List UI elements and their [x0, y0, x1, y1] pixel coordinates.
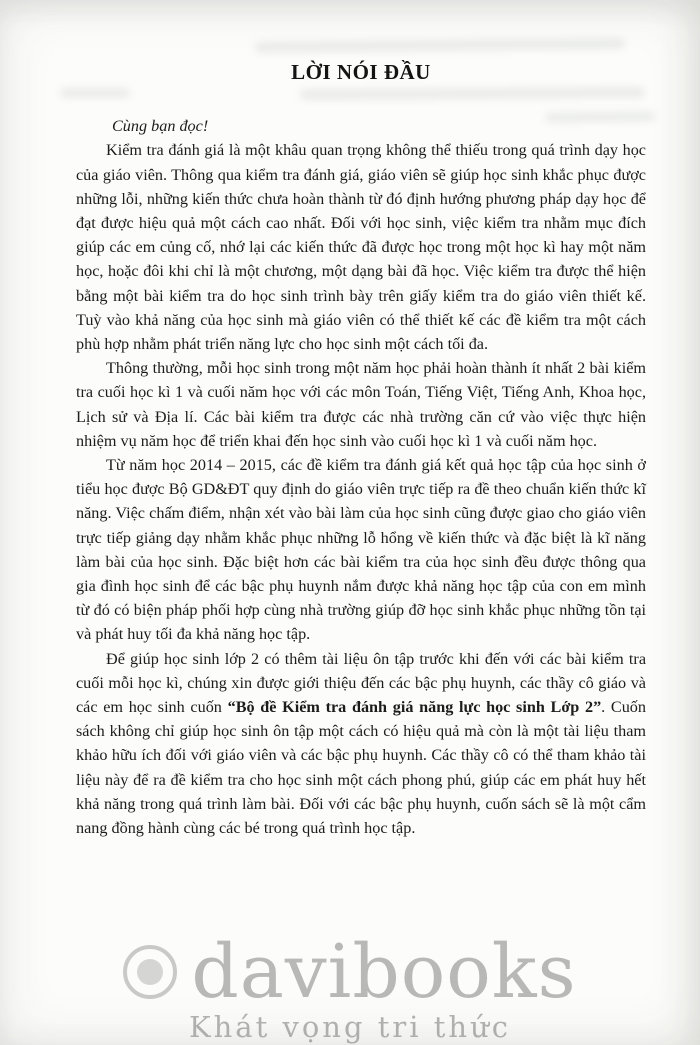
book-title-bold: “Bộ đề Kiểm tra đánh giá năng lực học sinh Lớp 2” — [227, 698, 602, 717]
paragraph-3: Từ năm học 2014 – 2015, các đề kiểm tra đánh giá kết quả học tập của học sinh ở tiểu học được Bộ GD&ĐT quy định do giáo viên trực tiếp ra đề theo chuẩn kiến thức kĩ năng. Việc chấm điểm, nhận xét vào bài làm của học sinh cũng được giao cho giáo viên trực tiếp giảng dạy nhằm khắc phục những lỗ hổng về kiến thức và đặc biệt là kĩ năng làm bài của học sinh. Đặc biệt hơn các bài kiểm tra của học sinh đều được thông qua gia đình học sinh để các bậc phụ huynh nắm được khả năng học tập của con em mình từ đó có biện pháp phối hợp cùng nhà trường giúp đỡ học sinh khắc phục những tồn tại và phát huy tối đa khả năng học tập. — [76, 456, 646, 644]
paragraph-1: Kiểm tra đánh giá là một khâu quan trọng không thể thiếu trong quá trình dạy học của giáo viên. Thông qua kiểm tra đánh giá, giáo viên sẽ giúp học sinh khắc phục được những lỗi, những kiến thức chưa hoàn thành từ đó định hướng phương pháp dạy học để đạt được hiệu quả một cách cao nhất. Đối với học sinh, việc kiểm tra nhằm mục đích giúp các em củng cố, nhớ lại các kiến thức đã được học trong một học kì hay một năm học, hoặc đôi khi chỉ là một chương, một dạng bài đã học. Việc kiểm tra được thể hiện bằng một bài kiểm tra do học sinh trình bày trên giấy kiểm tra do giáo viên thiết kế. Tuỳ vào khả năng của học sinh mà giáo viên có thể thiết kế các đề kiểm tra một cách phù hợp nhằm phát triển năng lực cho học sinh một cách tối đa. — [76, 141, 646, 354]
publisher-logo-icon — [123, 945, 177, 999]
page-title: LỜI NÓI ĐẦU — [291, 60, 431, 84]
closing-text-post: . Cuốn sách không chỉ giúp học sinh ôn tập một cách có hiệu quả mà còn là một tài liệu tham khảo hữu ích đối với giáo viên và các bậc phụ huynh. Các thầy cô có thể tham khảo tài liệu này để ra đề kiểm tra cho học sinh một cách phong phú, giúp các em phát huy hết khả năng trong quá trình làm bài. Đối với các bậc phụ huynh, cuốn sách sẽ là một cẩm nang đồng hành cùng các bé trong quá trình học tập. — [76, 698, 646, 838]
closing-text-pre: Để giúp học sinh lớp 2 có thêm tài liệu ôn tập trước khi đến với các bài kiểm tra cuối mỗi học kì, chúng xin được giới thiệu đến các bậc phụ huynh, các thầy cô giáo và các em học sinh cuốn — [76, 649, 646, 717]
watermark-brand-row — [0, 929, 700, 1015]
watermark-brand: davibooks — [191, 929, 577, 1015]
scan-bleed-artifact — [255, 38, 625, 53]
watermark-slogan: Khát vọng tri thức — [188, 1010, 512, 1044]
salutation: Cùng bạn đọc! — [112, 117, 209, 136]
paragraph-closing — [76, 647, 646, 841]
paragraph-2: Thông thường, mỗi học sinh trong một năm học phải hoàn thành ít nhất 2 bài kiểm tra cuối học kì 1 và cuối năm học với các môn Toán, Tiếng Việt, Tiếng Anh, Khoa học, Lịch sử và Địa lí. Các bài kiểm tra được các nhà trường căn cứ vào việc thực hiện nhiệm vụ năm học để triển khai đến học sinh vào cuối học kì 1 và cuối năm học. — [76, 359, 646, 450]
watermark — [0, 929, 700, 1044]
page-content — [76, 60, 646, 840]
